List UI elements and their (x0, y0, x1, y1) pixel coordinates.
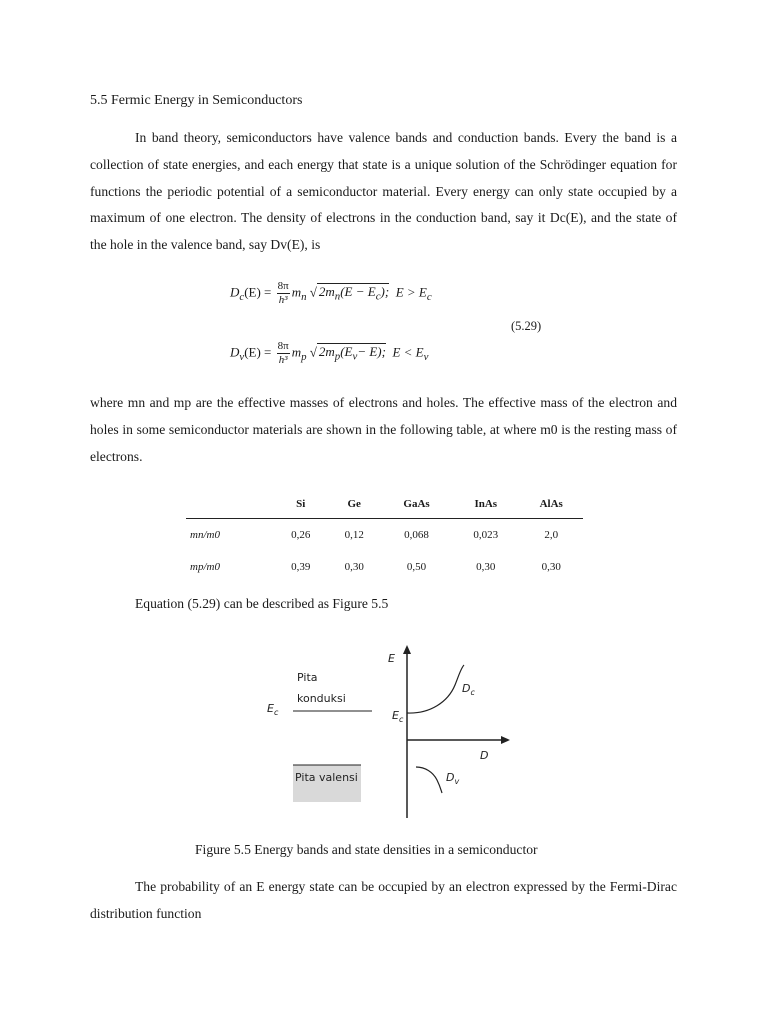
equation-number: (5.29) (511, 319, 542, 333)
table-row-label: mn/m0 (190, 529, 220, 541)
paragraph-effective-mass: where mn and mp are the effective masses of electrons and holes. The effective mass of the electron and holes in some semiconductor materials are shown in the following table, at where m0 is the resting mass of electrons. (90, 395, 677, 464)
table-header-cell: InAs (452, 490, 519, 519)
effective-mass-table (186, 490, 583, 583)
table-cell: 0,26 (291, 529, 311, 541)
dv-curve (416, 767, 442, 793)
axis-d-label: D (480, 749, 489, 762)
dc-label: $D_c$ (462, 682, 475, 697)
energy-axis-arrow-icon (403, 645, 411, 654)
table-header-cell: Ge (327, 490, 380, 519)
equation-conduction-density: $D_c(E)$ = $\frac{8\pi}{\text{h³}}$ $m_n$ √ $2m_n(E - E_c)$; $E > E_c$ (230, 280, 432, 306)
table-cell: 0,068 (404, 529, 429, 541)
table-cell: 0,023 (473, 529, 499, 541)
paragraph-band-theory-text: In band theory, semiconductors have valence bands and conduction bands. Every the band is a collection of state energies, and each energy that state is a unique solution of the Schrödinger equation for functions the periodic potential of a semiconductor material. Every energy can only state occupied by a maximum of one electron. The density of electrons in the conduction band, say it Dc(E), and the state of the hole in the valence band, say Dv(E), is (90, 130, 677, 253)
table-cell: 0,12 (344, 529, 364, 541)
conduction-label-line2: konduksi (297, 692, 346, 705)
table-row-label: mp/m0 (190, 561, 220, 573)
table-cell: 2,0 (544, 529, 559, 541)
density-axis-arrow-icon (501, 736, 510, 744)
section-heading: 5.5 Fermic Energy in Semiconductors (90, 93, 303, 108)
table-header-cell: Si (274, 490, 327, 519)
valence-label: Pita valensi (295, 771, 358, 784)
paragraph-fermi-dirac-text: The probability of an E energy state can be occupied by an electron expressed by the Fermi-Dirac distribution function (90, 879, 677, 921)
table-header-cell: AlAs (519, 490, 583, 519)
ec-left-label: $E_c$ (267, 702, 279, 717)
equation-valence-density: $D_v(E)$ = $\frac{8\pi}{\text{h³}}$ $m_p$ √ $2m_p(E_v- E)$; $E < E_v$ (230, 340, 429, 366)
figure-caption: Figure 5.5 Energy bands and state densities in a semiconductor (195, 842, 538, 857)
table-header-cell (186, 490, 274, 519)
table-cell: 0,30 (541, 561, 561, 573)
table-row (186, 551, 583, 583)
figure-intro-text: Equation (5.29) can be described as Figure 5.5 (135, 596, 389, 611)
table-cell: 0,39 (291, 561, 311, 573)
table-row (186, 519, 583, 552)
ec-axis-label: $E_c$ (392, 709, 404, 724)
table-header-row (186, 490, 583, 519)
table-cell: 0,30 (476, 561, 496, 573)
dc-curve (407, 665, 464, 713)
paragraph-fermi-dirac (90, 874, 677, 928)
dv-label: $D_v$ (446, 771, 460, 786)
table-cell: 0,50 (406, 561, 427, 573)
axis-e-label: E (388, 652, 395, 665)
energy-band-diagram (255, 640, 525, 825)
table-header-cell: GaAs (381, 490, 452, 519)
conduction-label-line1: Pita (297, 671, 318, 684)
table-cell: 0,30 (344, 561, 364, 573)
paragraph-band-theory (90, 125, 677, 259)
